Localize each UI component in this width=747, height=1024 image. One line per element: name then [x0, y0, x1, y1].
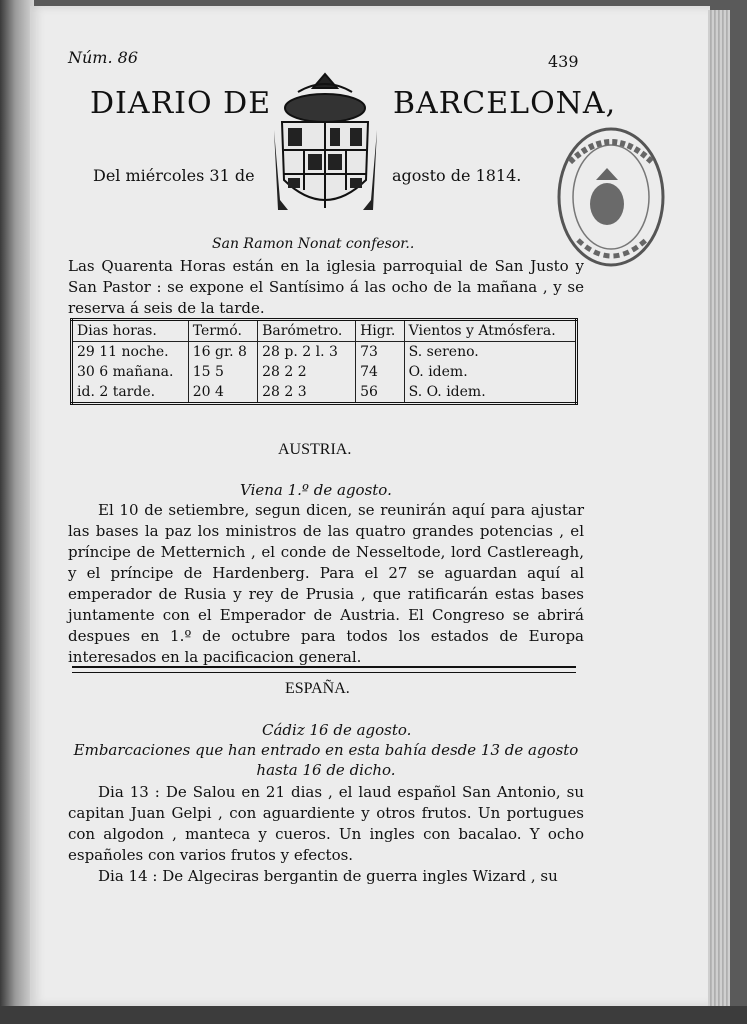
library-stamp-icon [552, 122, 670, 272]
table-row [72, 362, 577, 382]
table-cell: id. 2 tarde. [77, 384, 156, 400]
dateline-viena: Viena 1.º de agosto. [240, 481, 392, 499]
dateline-cadiz: Cádiz 16 de agosto. [262, 721, 412, 739]
intro-paragraph: Las Quarenta Horas están en la iglesia parroquial de San Justo y San Pastor : se expone el Santísimo á las ocho de la mañana , y se reserva á seis de la tarde. [68, 257, 584, 317]
table-cell: 28 2 3 [258, 382, 356, 404]
issue-number: Núm. 86 [68, 48, 139, 67]
section-divider [72, 666, 576, 668]
col-barometro: Barómetro. [258, 320, 356, 342]
table-row [72, 342, 577, 363]
table-row [72, 382, 577, 404]
table-cell: 15 5 [188, 362, 257, 382]
article-paragraph: Dia 13 : De Salou en 21 dias , el laud español San Antonio, su capitan Juan Gelpi , con aguardiente y otros frutos. Un portugues con algodon , manteca y cueros. Un ingles con bacalao. Y ocho españoles con varios frutos y efectos. [68, 783, 584, 864]
col-termometro: Termó. [188, 320, 257, 342]
weather-table-header [72, 320, 577, 342]
table-cell: S. sereno. [404, 342, 576, 363]
espana-article [68, 782, 584, 887]
table-cell: 16 gr. 8 [188, 342, 257, 363]
col-dias-horas: Dias horas. [72, 320, 189, 342]
col-higrometro: Higr. [356, 320, 405, 342]
weather-table [70, 318, 578, 405]
table-cell: 56 [356, 382, 405, 404]
table-cell: 20 4 [188, 382, 257, 404]
bottom-shadow [0, 1006, 747, 1024]
article-paragraph: El 10 de setiembre, segun dicen, se reunirán aquí para ajustar las bases la paz los ministros de las quatro grandes potencias , el príncipe de Metternich , el conde de Nesseltode, lord Castlereagh, y el príncipe de Hardenberg. Para el 27 se aguardan aquí al emperador de Rusia y rey de Prusia , que ratificarán estas bases juntamente con el Emperador de Austria. El Congreso se abrirá despues en 1.º de octubre para todos los estados de Europa interesados en la pacificacion general. [68, 501, 584, 666]
saint-of-the-day: San Ramon Nonat confesor.. [212, 236, 415, 252]
table-cell: 73 [356, 342, 405, 363]
section-heading-austria: AUSTRIA. [278, 441, 352, 458]
masthead-title-left: DIARIO DE [90, 86, 272, 121]
section-heading-espana: ESPAÑA. [285, 680, 350, 697]
page-number: 439 [548, 52, 579, 71]
section-divider [72, 672, 576, 673]
page-edges [708, 10, 730, 1008]
issue-date-left: Del miércoles 31 de [93, 166, 255, 185]
table-cell: S. O. idem. [404, 382, 576, 404]
book-spine [0, 0, 34, 1024]
table-cell: 28 2 2 [258, 362, 356, 382]
table-cell: 74 [356, 362, 405, 382]
table-cell: 29 11 noche. [77, 344, 169, 360]
issue-date-right: agosto de 1814. [392, 166, 522, 185]
table-cell: 30 6 mañana. [77, 364, 174, 380]
coat-of-arms-icon [268, 70, 383, 230]
table-cell: 28 p. 2 l. 3 [258, 342, 356, 363]
col-vientos: Vientos y Atmósfera. [404, 320, 576, 342]
article-paragraph: Dia 14 : De Algeciras bergantin de guerra ingles Wizard , su [98, 867, 558, 885]
ship-arrivals-subheading: Embarcaciones que han entrado en esta bahía desde 13 de agosto hasta 16 de dicho. [73, 741, 579, 779]
table-cell: O. idem. [404, 362, 576, 382]
masthead-title-right: BARCELONA, [393, 86, 617, 121]
austria-article [68, 500, 584, 668]
